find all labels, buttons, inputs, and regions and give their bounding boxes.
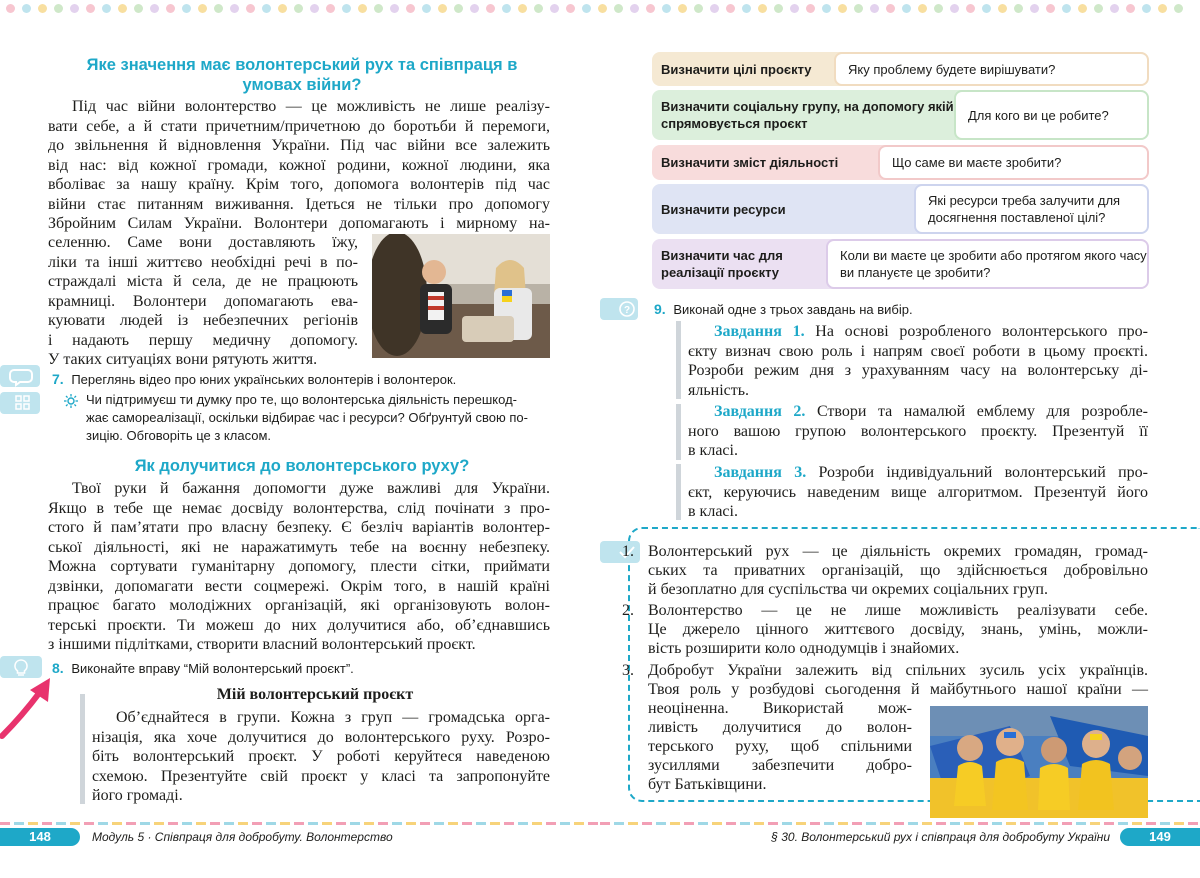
subtask-line: Розроби режим дня з урахуванням часу на волонтерську ді-	[688, 362, 1148, 379]
pink-arrow-icon	[0, 670, 60, 740]
summary-item-2	[622, 601, 1148, 658]
subtask-3	[688, 463, 1148, 522]
algorithm-step-question: Коли ви маєте це зробити або протягом якого часу ви плануєте це зробити?	[826, 239, 1149, 289]
page-number-right: 149	[1120, 828, 1200, 846]
summary-line: Волонтерський рух — це діяльність окремих громадян, громад-	[648, 543, 1148, 560]
subtask-line: єкт, керуючись наведеним вище алгоритмом. Презентуй його	[688, 483, 1148, 501]
text-line: терські проєкти. Ти можеш до них долучитися або, об’єднавшись	[48, 616, 550, 634]
qr-icon	[0, 392, 40, 414]
text-line: неоціненна. Використай мож-	[648, 700, 912, 717]
text-line: вати себе, а й стати причетним/причетною до боротьби й перемоги,	[48, 117, 550, 135]
task-8-text: Виконайте вправу “Мій волонтерський проєкт”.	[71, 661, 354, 676]
text-line: до звільнення й відновлення України. Під час війни все залежить	[48, 137, 550, 154]
subtask-2-bar	[676, 404, 681, 460]
text-line: У таких ситуаціях вони рятують життя.	[48, 351, 318, 368]
exercise-title: Мій волонтерський проєкт	[216, 686, 414, 703]
text-line: терського руху, щоб спільними	[648, 738, 912, 755]
subtask-1	[688, 322, 1148, 400]
page-number-left: 148	[0, 828, 80, 846]
text-line: ліки та інші життєво необхідні речі в по-	[48, 253, 358, 271]
text-line: страждалі міста й села, де не працюють	[48, 273, 358, 290]
text-line: Об’єднайтеся в групи. Кожна з груп — громадська орга-	[116, 709, 550, 726]
subtask-text: Розроби індивідуальний волонтерський про-	[806, 464, 1149, 481]
algorithm-step-social-group	[652, 90, 1149, 140]
svg-text:?: ?	[624, 305, 631, 316]
algorithm-step-question: Яку проблему будете вирішувати?	[834, 52, 1149, 86]
text-line: його громаді.	[92, 787, 183, 804]
summary-number: 2.	[622, 602, 634, 619]
text-line: крамниці. Волонтери допомагають ева-	[48, 292, 358, 310]
summary-number: 1.	[622, 543, 634, 560]
exercise-text	[92, 708, 550, 806]
task-8	[52, 659, 552, 678]
footer-module-title: Модуль 5 · Співпраця для добробуту. Волонтерство	[92, 830, 393, 844]
text-line: бут Батьківщини.	[648, 776, 767, 793]
subtask-title: Завдання 3.	[714, 464, 807, 481]
algorithm-step-resources	[652, 184, 1149, 234]
subtask-line: ного вашою групою волонтерського проєкту. Презентуй її	[688, 422, 1148, 440]
text-line: жає самореалізації, оскільки відбирає час і ресурси? Обґрунтуй свою по-	[86, 410, 528, 425]
paragraph-how-to-join	[48, 479, 550, 655]
section-heading-meaning: Яке значення має волонтерський рух та співпраця в умовах війни?	[86, 56, 518, 94]
right-page	[600, 0, 1200, 878]
algorithm-step-goals	[652, 52, 1149, 86]
youth-crowd-photo	[930, 706, 1148, 818]
task-9-text: Виконай одне з трьох завдань на вибір.	[673, 302, 913, 317]
text-line: нізація, яка хоче долучитися до волонтерського руху. Розро-	[92, 728, 550, 746]
text-line: Можна сортувати гуманітарну допомогу, плести сітки, приймати	[48, 558, 550, 575]
sun-icon	[64, 394, 78, 408]
paragraph-war-volunteering	[48, 97, 550, 234]
subtask-text: На основі розробленого волонтерського про-	[804, 323, 1149, 340]
text-line: куювати людей із небезпечних регіонів	[48, 312, 358, 329]
footer-rule-right	[600, 822, 1200, 825]
summary-line: Добробут України залежить від спільних зусиль усіх українців.	[648, 662, 1148, 679]
subtask-line: яльність.	[688, 381, 750, 399]
subtask-title: Завдання 1.	[714, 323, 805, 340]
text-line: біть волонтерський проєкт. У роботі керуйтеся наведеною	[92, 748, 550, 765]
question-icon	[600, 298, 638, 320]
task-7-number: 7.	[52, 371, 64, 387]
subtask-3-bar	[676, 464, 681, 520]
section-heading-join: Як долучитися до волонтерського руху?	[134, 457, 470, 475]
task-7-discussion	[86, 391, 556, 445]
chat-icon	[0, 365, 40, 387]
text-line: вболіває за нашу країну. Крім того, допомога волонтерів під час	[48, 176, 550, 193]
text-line: Збройним Силам України. Волонтери допомагають і мирному на-	[48, 215, 550, 232]
subtask-1-bar	[676, 321, 681, 399]
task-9	[654, 300, 1154, 319]
algorithm-step-label: Визначити ресурси	[661, 201, 786, 217]
subtask-line	[688, 463, 1148, 483]
text-line: і надають першу медичну допомогу.	[48, 331, 358, 349]
text-line: ської діяльності, які не наражатимуть тебе на воєнну небезпеку.	[48, 538, 550, 556]
text-line: селенню. Саме вони доставляють їжу,	[48, 234, 358, 251]
text-line: війни стає питанням виживання. Ідеться не тільки про допомогу	[48, 195, 550, 213]
summary-number: 3.	[622, 662, 634, 679]
text-line: стого й пам’ятати про власну безпеку. Є безліч варіантів волонтер-	[48, 519, 550, 536]
subtask-2	[688, 402, 1148, 461]
algorithm-step-time	[652, 239, 1149, 289]
subtask-line	[688, 322, 1148, 342]
exercise-quote-bar	[80, 694, 85, 804]
subtask-line	[688, 402, 1148, 422]
subtask-line: єкту визнач свою роль і напрям своєї роботи в цьому проєкті.	[688, 342, 1148, 360]
algorithm-step-question: Які ресурси треба залучити для досягнення поставленої цілі?	[914, 184, 1149, 234]
text-line: ливість долучитися до волон-	[648, 719, 912, 736]
task-9-number: 9.	[654, 301, 666, 317]
summary-item-1	[622, 542, 1148, 599]
algorithm-step-label: Визначити зміст діяльності	[661, 155, 839, 170]
algorithm-step-content	[652, 145, 1149, 180]
summary-item-3	[622, 661, 1148, 699]
subtask-text: Створи та намалюй емблему для розробле-	[805, 403, 1149, 420]
summary-line: вість розширити коло однодумців і знайомих.	[648, 640, 960, 657]
summary-line: ських та приватних організацій, що здійснюється добровільно	[648, 562, 1148, 579]
text-line: від нас: від кожної громади, кожної родини, кожної людини, яка	[48, 156, 550, 174]
paragraph-war-volunteering-narrow	[48, 233, 358, 370]
text-line: Твої руки й бажання допомогти дуже важливі для України.	[72, 480, 550, 497]
algorithm-step-question: Що саме ви маєте зробити?	[878, 145, 1149, 180]
algorithm-step-label: Визначити цілі проєкту	[661, 61, 812, 77]
summary-item-3-narrow	[648, 699, 912, 794]
subtask-line: в класі.	[688, 503, 738, 520]
text-line: зусиллями забезпечити добро-	[648, 757, 912, 774]
summary-line: Твоя роль у розбудові сьогодення й майбутнього нашої країни —	[648, 681, 1148, 698]
task-7	[52, 370, 552, 389]
text-line: Якщо в тебе ще немає досвіду волонтерства, слід почінати з про-	[48, 499, 550, 517]
checkmark-icon	[600, 541, 640, 563]
algorithm-step-question: Для кого ви це робите?	[954, 90, 1149, 140]
summary-line: й безоплатно для суспільства чи окремих соціальних груп.	[648, 581, 1048, 598]
task-7-text: Переглянь відео про юних українських волонтерів і волонтерок.	[71, 372, 457, 387]
text-line: схемою. Презентуйте свій проєкт у класі та запропонуйте	[92, 767, 550, 785]
algorithm-step-label: Визначити соціальну групу, на допомогу якій спрямовується проєкт	[661, 99, 954, 131]
text-line: Під час війни волонтерство — це можливість не лише реалізу-	[72, 98, 550, 115]
text-line: з іншими підлітками, створити власний волонтерський проєкт.	[48, 636, 476, 653]
subtask-title: Завдання 2.	[714, 403, 806, 420]
volunteers-photo	[372, 234, 550, 358]
summary-line: Волонтерство — це не лише можливість реалізувати себе.	[648, 602, 1148, 619]
text-line: Чи підтримуєш ти думку про те, що волонтерська діяльність перешкод-	[86, 392, 517, 407]
summary-line: Це джерело цінного життєвого досвіду, знань, умінь, можли-	[648, 621, 1148, 638]
subtask-line: в класі.	[688, 442, 738, 459]
text-line: зицію. Обговоріть це з класом.	[86, 428, 272, 443]
footer-paragraph-title: § 30. Волонтерський рух і співпраця для добробуту України	[771, 830, 1110, 844]
text-line: дзвінки, допомагати вести соцмережі. Окрім того, в нашій країні	[48, 577, 550, 595]
text-line: працює багато молодіжних організацій, які організовують волон-	[48, 597, 550, 614]
algorithm-step-label: Визначити час для реалізації проєкту	[661, 248, 783, 280]
task-8-number: 8.	[52, 660, 64, 676]
footer-rule-left	[0, 822, 600, 825]
